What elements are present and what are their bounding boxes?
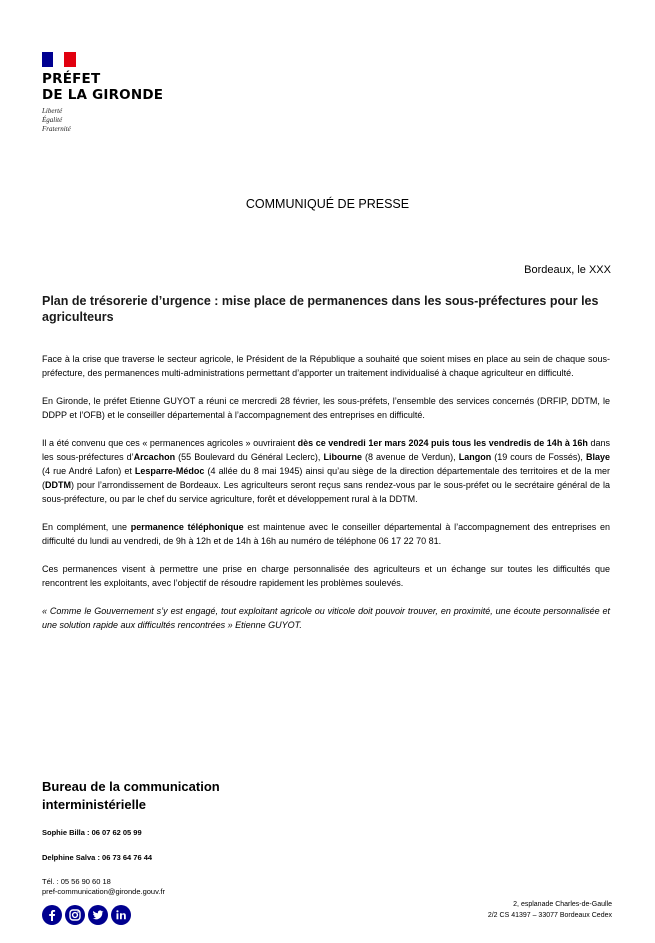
- contact-person-1: [42, 828, 142, 838]
- paragraph-meeting: En Gironde, le préfet Etienne GUYOT a réuni ce mercredi 28 février, les sous-préfets, l’ensemble des services concernés (DRFIP, DDTM, le DDPP et l’OFB) et le conseiller départemental à l’accompagnement des entreprises en difficulté.: [42, 396, 610, 420]
- contact-office-title: Bureau de la communication interministérielle: [42, 779, 220, 812]
- contact-phone: : 06 07 62 05 99: [84, 828, 142, 837]
- logo-title: [42, 71, 182, 103]
- paragraph-phone-line: [42, 520, 610, 548]
- motto-egalite: Égalité: [42, 116, 63, 124]
- text-segment: est maintenue avec le conseiller départemental à l’accompagnement des entreprises en difficulté du lundi au vendredi, de 9h à 12h et de 14h à 16h au numéro de téléphone 06 17 22 70 81.: [42, 522, 610, 546]
- bold-place-libourne: Libourne: [323, 452, 362, 462]
- text-segment: dans les sous-préfectures d’: [42, 438, 610, 462]
- paragraph-permanences: [42, 436, 610, 506]
- contact-person-2: [42, 853, 152, 863]
- bold-place-blaye: Blaye: [585, 452, 610, 462]
- address-line-1: 2, esplanade Charles-de-Gaulle: [513, 901, 612, 908]
- logo-line-2: DE LA GIRONDE: [42, 87, 164, 103]
- text-segment: ) pour l’arrondissement de Bordeaux. Les agriculteurs seront reçus sans rendez-vous par le sous-préfet ou le secrétaire général de la sous-préfecture, ou par le chef du service agriculture, forêt et développement rural à la DDTM.: [42, 480, 610, 504]
- paragraph-objective: Ces permanences visent à permettre une prise en charge personnalisée des agriculteurs et un échange sur toutes les difficultés que rencontrent les exploitants, avec l’objectif de résoudre rapidement les problèmes soulevés.: [42, 564, 610, 588]
- document-type: COMMUNIQUÉ DE PRESSE: [245, 197, 410, 211]
- bold-phone-permanence: permanence téléphonique: [130, 522, 244, 532]
- bold-place-langon: Langon: [458, 452, 492, 462]
- text-segment: (4 allée du 8 mai 1945) ainsi qu’au siège de la direction départementale des territoires et de la mer (: [42, 466, 610, 490]
- press-release-headline: Plan de trésorerie d’urgence : mise place de permanences dans les sous-préfectures pour les agriculteurs: [42, 294, 599, 324]
- bold-schedule: dès ce vendredi 1er mars 2024 puis tous les vendredis de 14h à 16h: [297, 438, 588, 448]
- instagram-icon[interactable]: [65, 905, 85, 925]
- paragraph-intro: Face à la crise que traverse le secteur agricole, le Président de la République a souhaité que soient mises en place au sein de chaque sous-préfecture, des permanences multi-administrations permettant d’apporter un traitement individualisé à chaque agriculteur en difficulté.: [42, 354, 610, 378]
- bold-place-arcachon: Arcachon: [133, 452, 176, 462]
- facebook-icon[interactable]: [42, 905, 62, 925]
- twitter-icon[interactable]: [88, 905, 108, 925]
- prefecture-address: [488, 899, 612, 921]
- contact-phone-general: Tél. : 05 56 90 60 18: [42, 877, 111, 886]
- contact-email[interactable]: pref-communication@gironde.gouv.fr: [42, 887, 165, 896]
- address-line-2: 2/2 CS 41397 – 33077 Bordeaux Cedex: [487, 912, 612, 919]
- linkedin-icon[interactable]: [111, 905, 131, 925]
- place-date: Bordeaux, le XXX: [524, 264, 611, 276]
- motto-fraternite: Fraternité: [42, 125, 71, 133]
- bold-ddtm: DDTM: [45, 480, 71, 490]
- body-text: [42, 352, 610, 646]
- marianne-flag-icon: [42, 52, 76, 67]
- text-segment: (8 avenue de Verdun),: [361, 452, 459, 462]
- contact-phone: : 06 73 64 76 44: [95, 853, 153, 862]
- text-segment: (19 cours de Fossés),: [491, 452, 586, 462]
- paragraph-quote: « Comme le Gouvernement s’y est engagé, tout exploitant agricole ou viticole doit pouvoir trouver, en proximité, une écoute personnalisée et une solution rapide aux difficultés rencontrées » Etienne GUYOT.: [42, 606, 610, 630]
- logo-line-1: PRÉFET: [42, 71, 101, 87]
- motto-liberte: Liberté: [42, 107, 63, 115]
- contact-name: Sophie Billa: [42, 828, 85, 837]
- text-segment: (55 Boulevard du Général Leclerc),: [175, 452, 324, 462]
- text-segment: En complément, une: [42, 522, 131, 532]
- text-segment: (4 rue André Lafon) et: [42, 466, 135, 476]
- social-links: [42, 905, 131, 925]
- motto: [42, 107, 182, 134]
- contact-name: Delphine Salva: [42, 853, 96, 862]
- prefecture-logo: [42, 52, 182, 134]
- text-segment: Il a été convenu que ces « permanences agricoles » ouvriraient: [42, 438, 298, 448]
- bold-place-lesparre: Lesparre-Médoc: [134, 466, 205, 476]
